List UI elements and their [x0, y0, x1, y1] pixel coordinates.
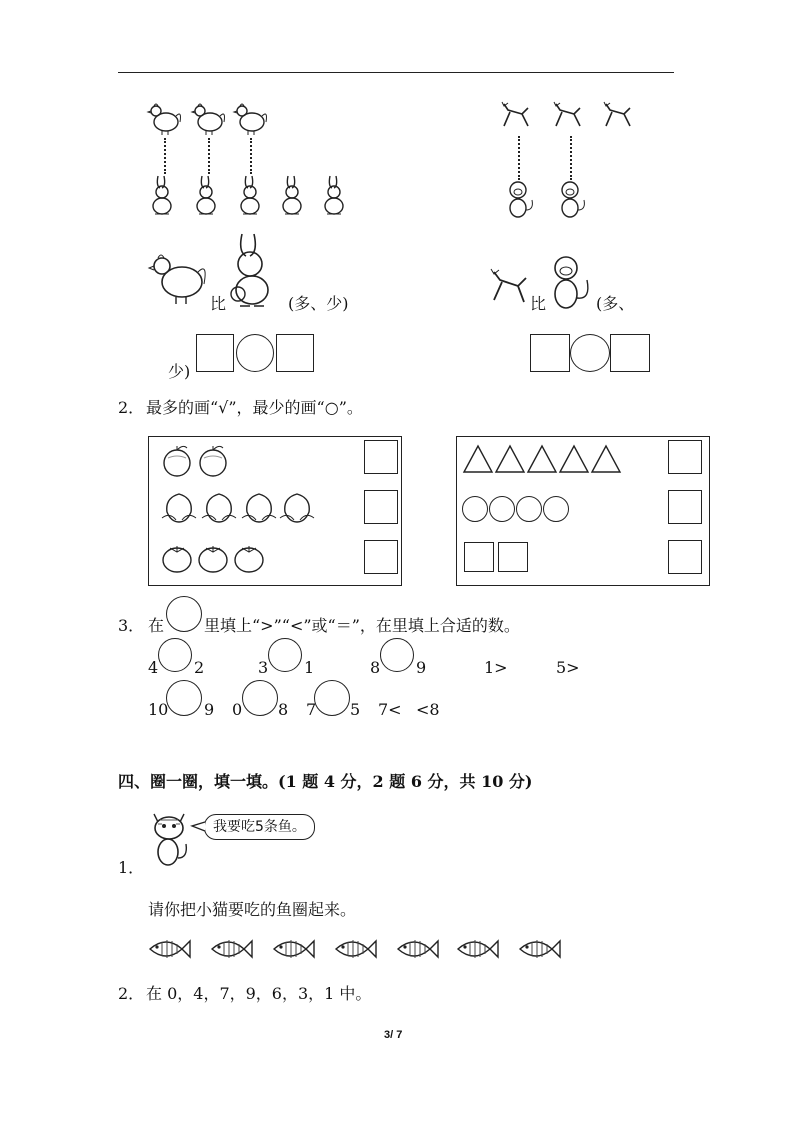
- rabbit-icon: [190, 174, 222, 216]
- match-line: [250, 138, 252, 174]
- q3-number: 3．: [118, 616, 145, 635]
- section-heading: 四、圈一圈，填一填。(1 题 4 分，2 题 6 分，共 10 分): [118, 772, 533, 791]
- fish-icon[interactable]: [396, 934, 440, 964]
- compare-options: (多、: [596, 294, 635, 313]
- peach-icon: [240, 490, 278, 526]
- q1-number: 1．: [118, 858, 145, 877]
- match-line: [518, 136, 520, 180]
- fill-blank: 7<: [378, 700, 402, 719]
- triangle-row: [462, 442, 632, 476]
- chicken-icon: [148, 250, 208, 306]
- deer-icon: [498, 100, 532, 134]
- compare-right: 9: [204, 700, 215, 719]
- circle-symbol: [166, 596, 202, 632]
- compare-circle[interactable]: [166, 680, 202, 716]
- compare-left: 0: [232, 700, 243, 719]
- circle-shape: [489, 496, 515, 522]
- compare-circle[interactable]: [314, 680, 350, 716]
- fish-icon[interactable]: [210, 934, 254, 964]
- compare-options-tail: 少): [168, 362, 191, 381]
- tomato-icon: [196, 540, 230, 574]
- circle-shape: [462, 496, 488, 522]
- compare-circle[interactable]: [268, 638, 302, 672]
- compare-options: (多、少): [288, 294, 349, 313]
- cat-icon: [146, 808, 192, 868]
- rabbit-icon: [146, 174, 178, 216]
- page-number: 3/ 7: [384, 1029, 403, 1041]
- compare-right: 5: [350, 700, 361, 719]
- compare-right: 1: [304, 658, 315, 677]
- fill-blank: <8: [416, 700, 440, 719]
- compare-right: 8: [278, 700, 289, 719]
- monkey-icon: [546, 254, 596, 314]
- q2-text: 在 0，4，7，9，6，3，1 中。: [146, 984, 372, 1003]
- rabbit-icon: [276, 174, 308, 216]
- compare-circle[interactable]: [158, 638, 192, 672]
- compare-word-bi: 比: [530, 294, 547, 313]
- compare-left: 8: [370, 658, 381, 677]
- monkey-icon: [504, 180, 536, 220]
- square-shape: [464, 542, 494, 572]
- tomato-icon: [160, 540, 194, 574]
- rabbit-icon: [222, 232, 280, 310]
- answer-box[interactable]: [668, 540, 702, 574]
- compare-circle[interactable]: [242, 680, 278, 716]
- compare-word-bi: 比: [210, 294, 227, 313]
- match-line: [570, 136, 572, 180]
- header-rule: [118, 72, 674, 73]
- fill-blank: 5>: [556, 658, 580, 677]
- deer-icon: [486, 266, 530, 310]
- circle-shape: [516, 496, 542, 522]
- answer-box[interactable]: [364, 490, 398, 524]
- answer-circle[interactable]: [236, 334, 274, 372]
- answer-circle[interactable]: [570, 334, 610, 372]
- fish-icon[interactable]: [518, 934, 562, 964]
- compare-right: 2: [194, 658, 205, 677]
- tomato-icon: [232, 540, 266, 574]
- fill-blank: 1>: [484, 658, 508, 677]
- square-shape: [498, 542, 528, 572]
- answer-box[interactable]: [530, 334, 570, 372]
- answer-box[interactable]: [196, 334, 234, 372]
- compare-left: 4: [148, 658, 159, 677]
- fish-icon[interactable]: [272, 934, 316, 964]
- answer-box[interactable]: [668, 490, 702, 524]
- circle-shape: [543, 496, 569, 522]
- chicken-icon: [148, 102, 182, 136]
- answer-box[interactable]: [610, 334, 650, 372]
- q2-text: 最多的画“√”，最少的画“○”。: [146, 398, 363, 417]
- fish-icon[interactable]: [334, 934, 378, 964]
- peach-icon: [278, 490, 316, 526]
- match-line: [164, 138, 166, 174]
- rabbit-icon: [234, 174, 266, 216]
- q1-text: 请你把小猫要吃的鱼圈起来。: [148, 900, 357, 919]
- q2-number: 2．: [118, 398, 145, 417]
- compare-left: 10: [148, 700, 169, 719]
- answer-box[interactable]: [668, 440, 702, 474]
- compare-right: 9: [416, 658, 427, 677]
- rabbit-icon: [318, 174, 350, 216]
- answer-box[interactable]: [364, 540, 398, 574]
- compare-left: 7: [306, 700, 317, 719]
- apple-icon: [196, 444, 230, 478]
- answer-box[interactable]: [276, 334, 314, 372]
- match-line: [208, 138, 210, 174]
- chicken-icon: [234, 102, 268, 136]
- compare-left: 3: [258, 658, 269, 677]
- answer-box[interactable]: [364, 440, 398, 474]
- fish-icon[interactable]: [148, 934, 192, 964]
- speech-tail: [192, 820, 206, 834]
- chicken-icon: [192, 102, 226, 136]
- peach-icon: [160, 490, 198, 526]
- deer-icon: [550, 100, 584, 134]
- peach-icon: [200, 490, 238, 526]
- q3-prefix: 在: [148, 616, 165, 635]
- q2-number: 2．: [118, 984, 145, 1003]
- speech-bubble: 我要吃5条鱼。: [204, 814, 315, 840]
- q3-instruction: 里填上“>”“<”或“＝”，在里填上合适的数。: [204, 616, 520, 635]
- apple-icon: [160, 444, 194, 478]
- fish-icon[interactable]: [456, 934, 500, 964]
- monkey-icon: [556, 180, 588, 220]
- compare-circle[interactable]: [380, 638, 414, 672]
- deer-icon: [600, 100, 634, 134]
